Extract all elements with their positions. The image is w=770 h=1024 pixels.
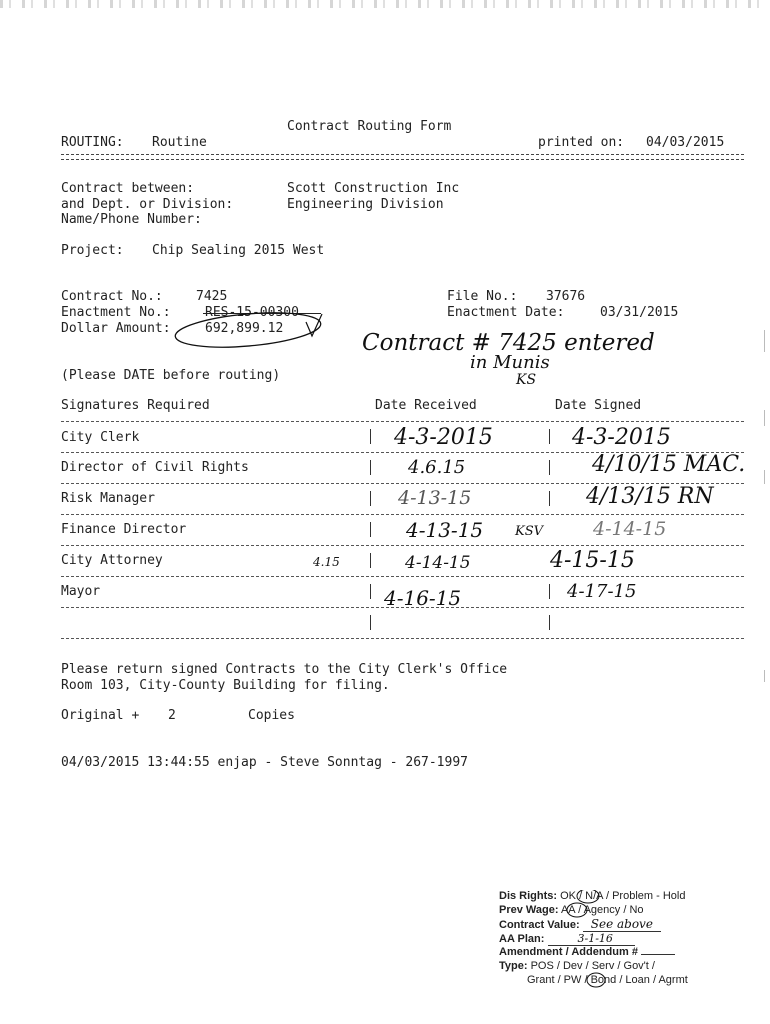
signature-row-received: 4.6.15 [408, 457, 466, 478]
scan-margin-mark [764, 670, 765, 682]
scan-margin-mark [764, 330, 765, 352]
signature-row-role: City Clerk [61, 430, 140, 445]
signature-row-signed: 4-3-2015 [572, 425, 671, 450]
printed-label: printed on: [538, 135, 625, 150]
row-rule [61, 576, 744, 577]
handwritten-contract-entered: Contract # 7425 entered [362, 330, 655, 356]
contract-between-label: Contract between: [61, 181, 195, 196]
signature-row-role: Director of Civil Rights [61, 460, 249, 475]
enactment-no-value: RES-15-00300 [205, 305, 299, 320]
signature-row-signed: 4-14-15 [593, 518, 667, 540]
header-double-rule [61, 154, 744, 160]
finance-initials: KSV [515, 524, 544, 539]
column-divider [370, 584, 371, 599]
prev-wage-options: AA / Agency / No [560, 904, 644, 916]
signature-row-received: 4-14-15 [405, 553, 471, 573]
signature-row-role: Risk Manager [61, 491, 155, 506]
signature-row-received: 4-3-2015 [394, 425, 493, 450]
row-rule [61, 607, 744, 608]
contract-no-label: Contract No.: [61, 289, 163, 304]
column-divider [370, 553, 371, 568]
column-divider [549, 584, 550, 599]
dollar-amount-label: Dollar Amount: [61, 321, 171, 336]
city-attorney-margin-note: 4.15 [313, 555, 340, 569]
file-no-value: 37676 [546, 289, 586, 304]
amendment-label: Amendment / Addendum # [499, 946, 638, 958]
signature-row-signed: 4/13/15 RN [586, 484, 714, 509]
signature-row-signed: 4-15-15 [550, 548, 635, 573]
scan-margin-mark [764, 470, 765, 484]
enactment-date-label: Enactment Date: [447, 305, 565, 320]
dollar-circle-mark [168, 306, 328, 352]
table-bottom-rule [61, 638, 744, 639]
file-no-label: File No.: [447, 289, 518, 304]
dis-rights-options: OK / N/A / Problem - Hold [560, 890, 686, 902]
table-top-rule [61, 421, 744, 422]
signature-row-role: Mayor [61, 584, 101, 599]
signature-row-received: 4-13-15 [398, 487, 472, 509]
prev-wage-label: Prev Wage: [499, 904, 559, 916]
contract-value-label: Contract Value: [499, 919, 580, 931]
dept-value: Engineering Division [287, 197, 444, 212]
dollar-amount-value: 692,899.12 [205, 321, 284, 336]
project-value: Chip Sealing 2015 West [152, 243, 325, 258]
dis-rights-label: Dis Rights: [499, 890, 558, 902]
column-divider [370, 615, 371, 630]
stamp-circle-marks [499, 890, 719, 1000]
handwritten-initials: KS [516, 372, 537, 388]
contract-no-value: 7425 [196, 289, 228, 304]
type-label: Type: [499, 960, 528, 972]
dept-label: and Dept. or Division: [61, 197, 234, 212]
column-divider [370, 460, 371, 475]
row-rule [61, 514, 744, 515]
column-divider [370, 522, 371, 537]
signature-row-signed: 4-17-15 [567, 581, 637, 602]
signature-row-received: 4-13-15 [406, 518, 484, 542]
enactment-date-value: 03/31/2015 [600, 305, 679, 320]
date-note: (Please DATE before routing) [61, 368, 281, 383]
aa-plan-handwritten: 3-1-16 [548, 932, 635, 946]
form-title: Contract Routing Form [287, 119, 452, 134]
column-divider [370, 491, 371, 506]
contract-between-value: Scott Construction Inc [287, 181, 460, 196]
type-options-line-2: Grant / PW / Bond / Loan / Agrmt [527, 974, 688, 986]
routing-value: Routine [152, 135, 207, 150]
routing-label: ROUTING: [61, 135, 124, 150]
return-instructions-line-2: Room 103, City-County Building for filing. [61, 678, 390, 693]
original-label: Original + [61, 708, 140, 723]
column-divider [370, 429, 371, 444]
copies-label: Copies [248, 708, 295, 723]
type-options-line-1: POS / Dev / Serv / Gov't / [530, 960, 655, 972]
name-phone-label: Name/Phone Number: [61, 212, 202, 227]
scan-margin-mark [764, 410, 765, 426]
row-rule [61, 545, 744, 546]
column-divider [549, 429, 550, 444]
return-instructions-line-1: Please return signed Contracts to the City Clerk's Office [61, 662, 508, 677]
header-date-received: Date Received [375, 398, 477, 413]
header-signatures-required: Signatures Required [61, 398, 210, 413]
handwritten-in-munis: in Munis [470, 352, 550, 373]
column-divider [549, 615, 550, 630]
aa-plan-label: AA Plan: [499, 933, 545, 945]
header-date-signed: Date Signed [555, 398, 642, 413]
copies-count: 2 [168, 708, 176, 723]
scan-noise-strip [0, 0, 770, 8]
contract-value-handwritten: See above [583, 917, 661, 932]
printed-date: 04/03/2015 [646, 135, 725, 150]
project-label: Project: [61, 243, 124, 258]
signature-row-signed: 4/10/15 MAC. [592, 452, 746, 477]
signature-row-role: Finance Director [61, 522, 187, 537]
signature-row-role: City Attorney [61, 553, 163, 568]
enactment-no-label: Enactment No.: [61, 305, 171, 320]
column-divider [549, 460, 550, 475]
review-stamp [499, 890, 719, 1000]
column-divider [549, 491, 550, 506]
signature-row-received: 4-16-15 [384, 586, 462, 610]
audit-line: 04/03/2015 13:44:55 enjap - Steve Sonntag - 267-1997 [61, 755, 468, 770]
